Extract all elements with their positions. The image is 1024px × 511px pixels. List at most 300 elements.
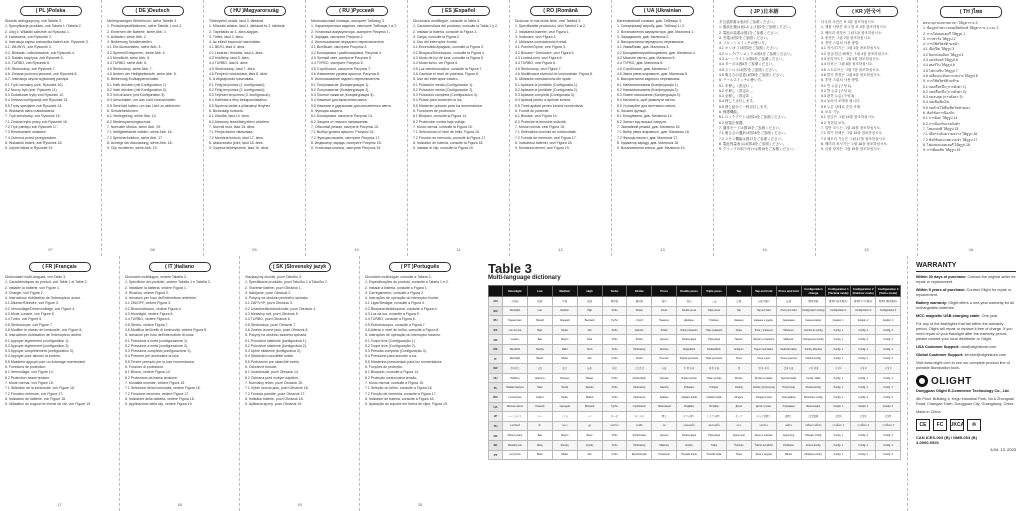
instruction-line: 4.6 Zmena úrovne jasu, pozri Obrázok 8. [245, 327, 309, 332]
instruction-line: 5. Використання заднього перемикача. [617, 77, 681, 82]
table-cell: Pressão tripla [702, 450, 727, 460]
instruction-line: 4.1 켜기/끄기는 그림 3을 참조하십시오. [821, 46, 881, 51]
table-cell: Atingeți și țineți [751, 392, 776, 402]
table-cell: Config. 3 [876, 335, 901, 345]
language-heading: ( SK )Slovenský jazyk [269, 262, 331, 272]
instruction-line: 5.3 Повне натискання (Конфігурація 3). [617, 93, 681, 98]
instruction-line: 1. 製品仕様は表1および表2をご参照ください。 [719, 25, 794, 30]
table-row [489, 335, 901, 345]
table-cell: Config. 1 [826, 354, 851, 364]
instruction-line: 1. Специфікації виробу, див. Таблиці 1 і 2. [617, 24, 686, 29]
instruction-line: 5.4 Stlačením rozsvietite svetlo. [245, 354, 295, 359]
table-cell: Konfig. 2 [851, 440, 876, 450]
table-cell: 탭 [726, 364, 751, 374]
instruction-line: 7.1 Seleção do brilho, consulte a Figura 16. [365, 386, 433, 391]
instruction-line: 6.1 Blocare, vezi Figura 14. [515, 114, 558, 119]
instruction-line: 6.2 低電圧保護。 [719, 120, 746, 125]
instruction-list [5, 275, 114, 407]
table-cell: Средний [552, 316, 577, 326]
table-cell: Zmena konfig. [801, 440, 826, 450]
table-header-cell: Configuration 3 (Turbo mode) [876, 286, 901, 297]
page-number: 15 [864, 247, 869, 252]
instruction-line: 7.2 Tryb pamięci zob Rysunek 17. [5, 124, 58, 129]
table-cell: Médio [552, 450, 577, 460]
doc-number: 3-0000-0526 [916, 440, 939, 445]
instruction-line: 4.6 明るさの変更は図8をご参照ください。 [719, 72, 787, 77]
table-cell: Tripla pressione [702, 354, 727, 364]
instruction-line: 4.6 Ändern der Helligkeitsstufe, siehe Abb. 8. [107, 71, 177, 76]
instruction-line: 5.5 Gedrückt halten, um das Licht zu aktivieren. [107, 103, 181, 108]
instruction-line: Słownik wielojęzyczny, zob Tabela 3. [5, 19, 62, 23]
instruction-line: 5.1 Полунажатие (Конфигурация 1). [311, 82, 370, 87]
table-cell: Drücken [652, 344, 677, 354]
instruction-line: 4.1 BE/KI, lásd 3. ábra. [209, 45, 245, 50]
instruction-line: 5.4 Umschalten, um das Licht einzuschalten. [107, 98, 177, 103]
instruction-line: 6.1 Uzamknutie, pozri Obrázok 14. [245, 370, 299, 375]
instruction-line: 5.5 กดค้างไว้เพื่อเปิดไฟชั่วขณะ [923, 105, 971, 110]
table-row [489, 344, 901, 354]
table-cell: Strobo [627, 335, 652, 345]
table-row [489, 306, 901, 316]
table-cell: Zmiana konfig. [801, 383, 826, 393]
table-cell: Stroboscop [627, 392, 652, 402]
instruction-line: 8. Anzeige der Akkuladung, siehe Abb. 18. [107, 140, 173, 145]
language-heading: ( UA )Ukrainian [632, 6, 694, 16]
instruction-line: 4.6 Modificarea nivelului de luminozitate, Figura 8. [515, 71, 593, 76]
language-heading: ( PL )Polska [20, 6, 82, 16]
table-cell: 탭 후 유지 [751, 364, 776, 374]
instruction-line: 3. Заряджання, див. Малюнок 2. [617, 34, 670, 39]
table-cell: Низкий [527, 316, 552, 326]
instruction-line: 4.4 TURBÓ, lásd 6. ábra. [209, 61, 249, 66]
instruction-line: Viacjazyčný slovník, pozri Tabuľku 3. [245, 275, 302, 279]
table-cell: Смена конфиг. [801, 316, 826, 326]
instruction-list [5, 19, 96, 151]
instruction-line: 5.3 Pressão completa (Configuração 3). [365, 349, 427, 354]
instruction-list [617, 19, 708, 151]
instruction-line: 5.5 Nyomva tartás a pillanatnyi fényhez. [209, 103, 272, 108]
table-row [489, 373, 901, 383]
table-header-cell: Press [652, 286, 677, 297]
instruction-line: 4.4. TURBO, zob Rysunek 6. [5, 61, 51, 66]
table-cell: Low [527, 306, 552, 316]
instruction-line: 4. Istruzioni per l'uso dell'interruttore anteriore. [125, 296, 197, 301]
instruction-line: 1. Especificações do produto, consulte a Tabela 1 e 2. [365, 280, 449, 285]
instruction-list [107, 19, 198, 151]
instruction-line: 4.2 잠금/잠금 해제는 그림 4를 참조하십시오. [821, 51, 889, 56]
instruction-list [719, 20, 810, 152]
instruction-line: 5. Uso del interruptor trasero. [413, 77, 459, 82]
instruction-line: 5.2 Halb drücken (mit Konfiguration 2). [107, 87, 167, 92]
instruction-line: 8. Индикатор заряда, смотрите Рисунок 18. [311, 140, 382, 145]
table-cell: Pressão dupla [677, 450, 702, 460]
instruction-line: 6. Funzioni di protezione. [125, 365, 165, 370]
table-cell: Podržanie [776, 440, 801, 450]
instruction-line: 8. Indicateur de batterie, voir Figure 18. [5, 396, 67, 401]
doc-date: A 04. 13. 2023 [990, 447, 1016, 452]
table-cell: Appui et maintien [751, 431, 776, 441]
instruction-line: 4. Использование переднего переключателя. [311, 40, 385, 45]
table3-subtitle: Multi-language dictionary [488, 275, 561, 281]
instruction-line: 7. Normálny režim, pozri Obrázok 15. [245, 380, 303, 385]
language-code: CN [489, 297, 503, 307]
table-cell: 配置3 (极亮模式) [876, 297, 901, 307]
warranty-text-4: MCC magnetic USB charging cable: One year. [916, 314, 999, 318]
instruction-line: 4. フロントスイッチの使い方。 [719, 41, 769, 46]
table-cell: 高档 [577, 297, 602, 307]
language-column-ru [306, 0, 408, 256]
instruction-line: 6.1 การล็อก ให้ดูรูป 14 [923, 116, 958, 121]
instruction-line: 5.3 완전 누름 (구성 3). [821, 94, 856, 99]
instruction-line: 4.4 เทอร์โบ ให้ดูรูป 6 [923, 63, 955, 68]
page-number: 16 [968, 247, 974, 252]
table-cell: Tenere premuto [776, 354, 801, 364]
instruction-line: 7. Normál mód, lásd 15. ábra. [209, 124, 256, 129]
bottom-row [0, 256, 1024, 511]
warranty-text-2: Within 5 years of purchase: Contact Olight for repair or replacement. [916, 288, 1012, 297]
instruction-line: 6.1 Блокування, див. Малюнок 14. [617, 114, 673, 119]
table-header-cell [489, 286, 503, 297]
table-cell: Тройное [702, 316, 727, 326]
table-cell: Configuration change [801, 306, 826, 316]
language-column-th [918, 0, 1024, 256]
table-cell: Moyen [552, 431, 577, 441]
table-cell: 点按并按住 [751, 297, 776, 307]
language-column-ptportugus [360, 256, 480, 511]
table-cell: 爆闪档 [627, 297, 652, 307]
page-number: 13 [660, 247, 665, 252]
instruction-line: 4.5 Стробоскоп, смотрите Рисунок 7. [311, 66, 372, 71]
instruction-line: 2. 電池の装着は図1をご参照ください。 [719, 30, 781, 35]
language-code: PL [489, 383, 503, 393]
table-cell: Vysoký [577, 440, 602, 450]
instruction-line: 4. การใช้สวิตช์ด้านหน้า [923, 42, 959, 47]
language-code: KR [489, 364, 503, 374]
language-heading: ( TH )ไทย [940, 6, 1002, 18]
instruction-line: 1. ข้อมูลจำเพาะของผลิตภัณฑ์ ให้ดูตาราง 1 และ 2 [923, 26, 999, 31]
language-code: RU [489, 316, 503, 326]
table-cell: 設定1 [826, 412, 851, 422]
page-number: 18 [177, 502, 182, 507]
page-number: 10 [354, 247, 359, 252]
table-cell: 낮음 [527, 364, 552, 374]
table-cell: Конфиг. 3 [876, 316, 901, 326]
instruction-line: 6.2 Protection basse tension. [5, 375, 51, 380]
table-cell: Changer config. [801, 431, 826, 441]
table-cell: Holdfény [503, 373, 528, 383]
instruction-line: 6. ฟังก์ชันการป้องกัน [923, 111, 955, 116]
table-cell: 設定変更 [801, 412, 826, 422]
table-cell: Середній [552, 402, 577, 412]
table-cell: 높음 [577, 364, 602, 374]
instruction-list [515, 19, 606, 151]
table-cell: Konfig. 2 [851, 383, 876, 393]
table-header-cell: Tap [726, 286, 751, 297]
table-cell: Trojité [702, 440, 727, 450]
instruction-line: 6. Schutzfunktionen. [107, 109, 139, 114]
company-address: 4th Floor, Building 4, Kegu Industrial Park, No.6 Zhongnan Road, Changan Town, Dongguan City, Guangdong, China [916, 397, 1015, 406]
instruction-line: 6.2 저전압 보호. [821, 120, 846, 125]
instruction-line: 6.2 Захист від низької напруги. [617, 119, 667, 124]
page-number: 19 [297, 502, 302, 507]
instruction-line: 5.3 Voll drücken (mit Konfiguration 3). [107, 93, 166, 98]
table-cell: Potrójne [702, 383, 727, 393]
table-cell: 구성 변경 [801, 364, 826, 374]
instruction-line: 4.4 Modo turbo, ver Figura 6. [413, 61, 459, 66]
instruction-line: 8. Akkumulátor jelző, lásd 18. ábra. [209, 140, 264, 145]
table-cell: Dotknij i przytrzymaj [751, 383, 776, 393]
table-cell: 配置1 (战术模式) [826, 297, 851, 307]
table-header-cell: Strobe [627, 286, 652, 297]
instruction-line: 4.5 Стробоскоп, див. Малюнок 7. [617, 66, 671, 71]
table-cell: Дотик [726, 402, 751, 412]
table-cell: Tap and hold [751, 306, 776, 316]
table-cell: Maintenir [776, 335, 801, 345]
instruction-line: 7.1 밝기 선택은 그림 16을 참조하십시오. [821, 131, 883, 136]
instruction-line: 5.2 半押し（設定2）。 [719, 88, 755, 93]
instruction-line: 6. 保護機能。 [719, 110, 741, 115]
language-heading: ( FR )Français [29, 262, 91, 272]
instruction-line: 7.4 Ochrona przed przegrzaniem. [5, 135, 58, 140]
instruction-line: 5. テールスイッチの使い方。 [719, 78, 765, 83]
table-cell: Estroboscópio [627, 450, 652, 460]
table-cell: Turbo [602, 325, 627, 335]
instruction-line: 9. Aplikácia spony, pozri Obrázok 19. [245, 402, 303, 407]
table-cell: Turbo [602, 392, 627, 402]
table-cell: แตะ [726, 421, 751, 431]
table-cell: Конфиг. 2 [851, 316, 876, 326]
instruction-line: 6.2 Защита от низкого напряжения. [311, 119, 369, 124]
instruction-line: 5.1 Halb drücken (mit Konfiguration 1). [107, 82, 167, 87]
instruction-line: 5.4 Натисніть, щоб увімкнути світло. [617, 98, 676, 103]
table-cell: High [577, 306, 602, 316]
instruction-line: 7. Mode normal, voir Figure 15. [5, 380, 54, 385]
table-header-cell: Tap and hold [751, 286, 776, 297]
instruction-line: 3. Încărcare, vezi Figura 2. [515, 34, 557, 39]
instruction-line: 5.2 반 누름 (구성 2). [821, 88, 852, 93]
instruction-line: 7.2 メモリ機能は図17をご参照ください。 [719, 136, 785, 141]
instruction-line: 4.1 オン/オフは図3をご参照ください。 [719, 46, 781, 51]
table-cell: Antippen [726, 344, 751, 354]
instruction-line: 7. 通常モードは図15をご参照ください。 [719, 125, 783, 130]
table-cell: Nyomás [652, 373, 677, 383]
instruction-line: 4.5. Stroboskop, zob Rysunek 7. [5, 66, 56, 71]
language-heading: ( JP )日本語 [734, 6, 796, 17]
table-cell: Tapoter [726, 335, 751, 345]
instruction-line: 1. Caractéristiques du produit, voir Table 1 et Table 2. [5, 280, 88, 285]
table-cell: Triple pulsación [702, 325, 727, 335]
language-heading: ( RU )Русский [326, 6, 388, 16]
table-cell: Утримання [776, 402, 801, 412]
instruction-line: 7. Normaler Modus, siehe Abb. 15. [107, 124, 161, 129]
table-cell: Konfig. 1 [826, 383, 851, 393]
instruction-line: 5.3 Pressione completa (configurazione 3). [125, 349, 192, 354]
instruction-line: 2. การใส่แบตเตอรี่ ให้ดูรูป 1 [923, 31, 966, 36]
table-cell: Config. 2 [851, 450, 876, 460]
instruction-line: 4.2. Blokada / odblokowanie, zob Rysunek 4. [5, 50, 75, 55]
table-cell: การตั้งค่า 3 [876, 421, 901, 431]
instruction-line: 7.2 Функция памяти, смотрите Рисунок 17. [311, 135, 381, 140]
table-cell: Niedrig [527, 344, 552, 354]
table-cell: Stroboscope [627, 431, 652, 441]
table-cell: 設定3 [876, 412, 901, 422]
instruction-line: 2. Instalarea bateriei, vezi Figura 1. [515, 29, 570, 34]
table-cell: Config. 3 [876, 450, 901, 460]
table-cell: Config. 3 [876, 392, 901, 402]
instruction-line: 8. Indikátor batérie, pozri Obrázok 18. [245, 396, 304, 401]
instruction-line: 5.5 Tenere premuto per la luce momentanea. [125, 359, 195, 364]
instruction-line: 5.3 Pulsación completa (Configuración 3). [413, 93, 478, 98]
instruction-line: 5.4 押して点灯します。 [719, 99, 757, 104]
instruction-line: 1. Характеристики изделия, смотрите Таблицы 1 и 2. [311, 24, 398, 29]
certification-mark-icon: UKCA [950, 419, 964, 431]
instruction-line: 9. 클립 장착은 그림 19를 참조하십시오. [821, 147, 881, 152]
instruction-line: 2. Instalar a bateria, consulte a Figura 1. [365, 285, 428, 290]
instruction-line: 4.4 ТУРБО, смотрите Рисунок 6. [311, 61, 364, 66]
instruction-line: 7.2 메모리 기능은 그림 17을 참조하십시오. [821, 136, 887, 141]
instruction-line: 2. 배터리 장착은 그림 1을 참조하십시오. [821, 30, 883, 35]
instruction-line: 6. Biztonsági funkciók. [209, 109, 244, 114]
instruction-line: 9. Montarea clemei, vezi Figura 19. [515, 146, 570, 151]
instruction-line: 6.1 잠금은 그림 14를 참조하십시오. [821, 115, 876, 120]
instruction-line: 5.4 Нажатие для включения света. [311, 98, 368, 103]
instruction-line: 4.5 스트로브는 그림 7을 참조하십시오. [821, 67, 881, 72]
table-cell: Конфіг. 1 [826, 402, 851, 412]
language-column-kr [816, 0, 918, 256]
table-cell: Konfig. 1 [826, 373, 851, 383]
instruction-line: 5.4 눌러서 조명을 켭니다. [821, 99, 861, 104]
table-cell: Turbo [602, 431, 627, 441]
instruction-line: 4.3 Modo de luz de luna, consulte la Figura 5. [413, 56, 484, 61]
instruction-line: 2. Vloženie batérie, pozri Obrázok 1. [245, 285, 302, 290]
instruction-line: 5.2 Nocny tryb (zob. Rysunek 11). [5, 87, 58, 92]
instruction-line: 6.2 Proteção contra baixa tensão. [365, 375, 418, 380]
instruction-list [821, 20, 912, 152]
table-header-cell: High [577, 286, 602, 297]
instruction-line: Dizionario multilingue, vedere Tabella 3. [125, 275, 187, 279]
instruction-line: 6.1 ロックアウトは図14をご参照ください。 [719, 115, 789, 120]
table-cell: Turbo [602, 450, 627, 460]
table-header-cell: Configuration 1 (Tactical mode) [826, 286, 851, 297]
instruction-line: 4.2 Bloquear/desbloquear, consulte a Figura 4. [365, 306, 438, 311]
language-code: SK [489, 440, 503, 450]
table-cell: ロー [527, 412, 552, 422]
instruction-line: 4.3 Luz da lua, consulte a Figura 5. [365, 312, 420, 317]
table-cell: Konfig. 2 [851, 373, 876, 383]
language-heading: ( PT )Português [389, 262, 451, 272]
instruction-line: 8. 배터리 표시기는 그림 18을 참조하십시오. [821, 141, 888, 146]
table-cell: Toque [726, 450, 751, 460]
table-cell: Konfig.-Wechsel [801, 344, 826, 354]
instruction-line: 7. Modo normal, consulte a Figura 15. [365, 380, 424, 385]
instruction-line: 5.3 Dodatkowe tryby zob Rysunek 12. [5, 93, 64, 98]
table-cell: Hoch [577, 344, 602, 354]
instruction-line: 7.2 Функція пам'яті, див. Малюнок 17. [617, 135, 679, 140]
table-cell: Tippen und halten [751, 344, 776, 354]
table-cell: Конфіг. 3 [876, 402, 901, 412]
table-cell: Moonlight [503, 354, 528, 364]
instruction-line: 9. Csipesz felhelyezése, lásd 19. ábra. [209, 146, 269, 151]
instruction-line: 4.3 ムーンライトは図5をご参照ください。 [719, 57, 786, 62]
instruction-line: 9. クリップの取り付けは図19をご参照ください。 [719, 147, 797, 152]
table-cell: กลาง [552, 421, 577, 431]
table-cell: Tripla nyomás [702, 373, 727, 383]
instruction-line: 5. Использование заднего переключателя. [311, 77, 381, 82]
instruction-line: 5.5 누른 상태로 순간 조명. [821, 104, 862, 109]
language-heading: ( HU )Magyarország [224, 6, 286, 16]
instruction-list [311, 19, 402, 151]
instruction-line: 5.5 Mantenha pressionado para luz momentânea. [365, 359, 443, 364]
table-cell: Konfig. 3 [876, 440, 901, 450]
instruction-line: 5.2 Pressione a metà (configurazione 2). [125, 343, 189, 348]
instruction-line: 5.3 Úplné stlačenie (konfigurácia 3). [245, 349, 301, 354]
instruction-line: 4.1 เปิด/ปิด ให้ดูรูป 3 [923, 47, 955, 52]
instruction-line: 5. Bedienung Endkappenschalter. [107, 77, 160, 82]
table-cell: Дотик і утрим. [751, 402, 776, 412]
instruction-line: 8. Indicatorul bateriei, vezi Figura 18. [515, 140, 573, 145]
table-cell: Haut [577, 335, 602, 345]
table-cell: 구성 3 [876, 364, 901, 374]
instruction-line: 9. Applicazione della clip, vedere Figura 19. [125, 402, 193, 407]
table-cell: Alto [577, 450, 602, 460]
table-cell: Konfig. 1 [826, 344, 851, 354]
instruction-line: 5.1 กดครึ่งหนึ่ง (การตั้งค่า 1) [923, 84, 967, 89]
table-cell: Toque [726, 325, 751, 335]
language-column-skslovenskjazyk [240, 256, 360, 511]
table-cell: 구성 1 [826, 364, 851, 374]
table-header-cell: Configuration 2 (Outdoor mode) [852, 287, 874, 295]
table-cell: 터보 [602, 364, 627, 374]
instruction-line: 5.2 Toque leve (Configuração 2). [365, 343, 416, 348]
table-cell: Stlačenie [652, 440, 677, 450]
language-column-humagyarorszg [204, 0, 306, 256]
instruction-line: 7.1 Вибір рівня яскравості, див. Малюнок 16. [617, 130, 690, 135]
table-cell: Натискання [652, 402, 677, 412]
instruction-line: 7.1 เลือกระดับความสว่าง ให้ดูรูป 16 [923, 132, 978, 137]
table-cell: Średni [552, 383, 577, 393]
table-cell: Wysoki [577, 383, 602, 393]
table-row [489, 354, 901, 364]
instruction-line: 4. Az elülső kapcsoló használata. [209, 40, 261, 45]
instruction-line: 4.1 Ligar/Desligar, consulte a Figura 3. [365, 301, 425, 306]
instruction-line: 6. Funciones de protección. [413, 109, 456, 114]
instruction-line: 3. Carregamento, consulte a Figura 2. [365, 290, 424, 295]
instruction-line: 5.4 Zmiana konfiguracji zob Rysunek 13. [5, 98, 69, 103]
table-cell: Baixo [527, 450, 552, 460]
instruction-line: 9. Instalar el clip, consulte la Figura 19. [413, 146, 474, 151]
instruction-line: 1. Špecifikácie produktu, pozri Tabuľku 1 a Tabuľku 2. [245, 280, 328, 285]
instruction-line: 4. Bedienung Schalterstellen. [107, 40, 153, 45]
instruction-line: 2. Instalar la batería, consulte la Figura 1. [413, 29, 478, 34]
instruction-line: 8. Wskaźnik baterii, zob Rysunek 18. [5, 140, 63, 145]
table-cell: Config. 1 [826, 431, 851, 441]
table-cell: Зміна конфіг. [801, 402, 826, 412]
page-number: 11 [456, 247, 461, 252]
certification-mark-icon: FC [933, 419, 947, 431]
instruction-line: 5.2 Appuyer légèrement (configuration 2). [5, 343, 70, 348]
table-cell: Config. 2 [851, 354, 876, 364]
table-cell: Konfig. váltás [801, 373, 826, 383]
table-header-cell: Triple press [702, 286, 727, 297]
instruction-line: 8. Indicador de batería, consulte la Figura 18. [413, 140, 484, 145]
instruction-line: 7.1 Výber úrovne jasu, pozri Obrázok 16. [245, 386, 309, 391]
instruction-line: 2. Встановлення акумулятора, див. Малюнок 1. [617, 29, 695, 34]
table-cell: Місячне світло [503, 402, 528, 412]
table-cell: Строб [627, 316, 652, 326]
table-cell: Низький [527, 402, 552, 412]
instruction-line: 7.2 Fonction mémoire, voir Figure 17. [5, 391, 64, 396]
table-cell: Turbo [602, 440, 627, 450]
